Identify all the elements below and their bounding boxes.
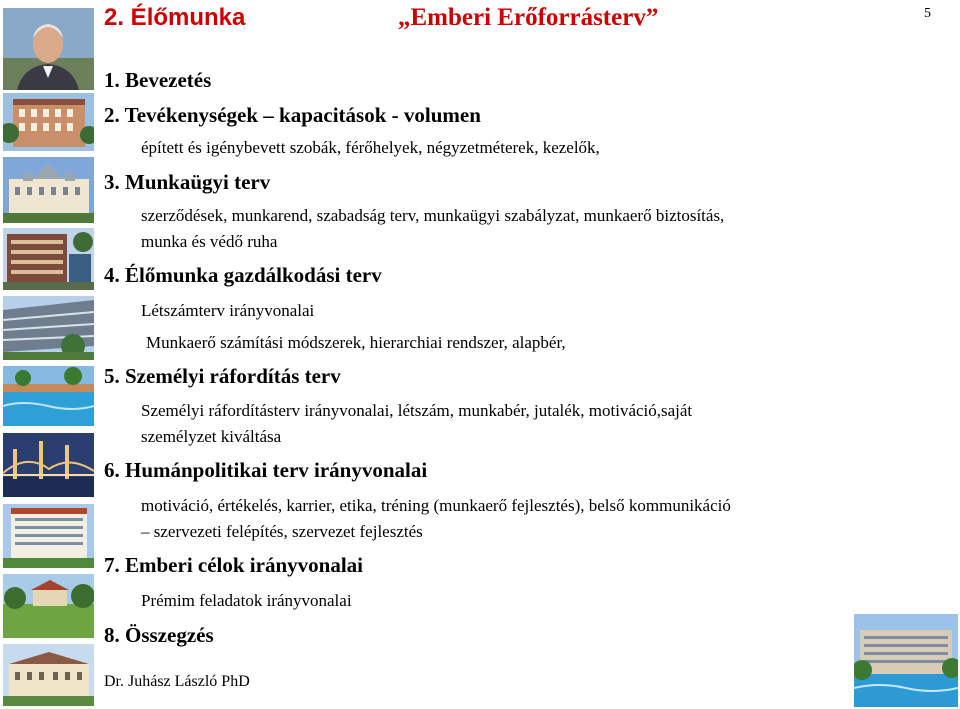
page-number: 5 bbox=[924, 6, 931, 21]
slide-title: „Emberi Erőforrásterv” bbox=[398, 4, 659, 31]
heading-activities: 2. Tevékenységek – kapacitások - volumen bbox=[104, 103, 481, 127]
personnel-costs-detail-1: Személyi ráfordításterv irányvonalai, létszám, munkabér, jutalék, motiváció,saját bbox=[141, 401, 693, 420]
activities-detail: épített és igénybevett szobák, férőhelyek, négyzetméterek, kezelők, bbox=[141, 138, 600, 157]
workforce-detail-2: Munkaerő számítási módszerek, hierarchiai rendszer, alapbér, bbox=[146, 333, 566, 352]
castle-photo bbox=[3, 644, 94, 706]
heading-hr-policy: 6. Humánpolitikai terv irányvonalai bbox=[104, 458, 428, 482]
hotel-photo-2 bbox=[3, 296, 94, 360]
palace-photo bbox=[3, 157, 94, 223]
author-footer: Dr. Juhász László PhD bbox=[104, 673, 250, 690]
heading-introduction: 1. Bevezetés bbox=[104, 68, 212, 92]
building-photo-1 bbox=[3, 93, 94, 151]
pool-photo bbox=[3, 366, 94, 426]
hr-policy-detail-2: – szervezeti felépítés, szervezet fejlesztés bbox=[141, 522, 423, 541]
hotel-photo-1 bbox=[3, 228, 94, 290]
human-goals-detail: Prémim feladatok irányvonalai bbox=[141, 591, 352, 610]
workforce-detail-1: Létszámterv irányvonalai bbox=[141, 301, 315, 320]
heading-human-goals: 7. Emberi célok irányvonalai bbox=[104, 553, 363, 577]
resort-photo bbox=[854, 614, 958, 707]
personnel-costs-detail-2: személyzet kiváltása bbox=[141, 427, 282, 446]
heading-personnel-costs: 5. Személyi ráfordítás terv bbox=[104, 364, 341, 388]
labor-plan-detail-1: szerződések, munkarend, szabadság terv, munkaügyi szabályzat, munkaerő biztosítás, bbox=[141, 206, 725, 225]
bridge-photo bbox=[3, 433, 94, 497]
labor-plan-detail-2: munka és védő ruha bbox=[141, 232, 278, 251]
heading-workforce-management: 4. Élőmunka gazdálkodási terv bbox=[104, 263, 382, 287]
section-label: 2. Élőmunka bbox=[104, 4, 246, 31]
hotel-photo-3 bbox=[3, 504, 94, 568]
heading-labor-plan: 3. Munkaügyi terv bbox=[104, 170, 271, 194]
hr-policy-detail-1: motiváció, értékelés, karrier, etika, tréning (munkaerő fejlesztés), belső kommunikáció bbox=[141, 496, 731, 515]
heading-summary: 8. Összegzés bbox=[104, 623, 214, 647]
portrait-photo bbox=[3, 8, 94, 90]
park-photo bbox=[3, 574, 94, 638]
